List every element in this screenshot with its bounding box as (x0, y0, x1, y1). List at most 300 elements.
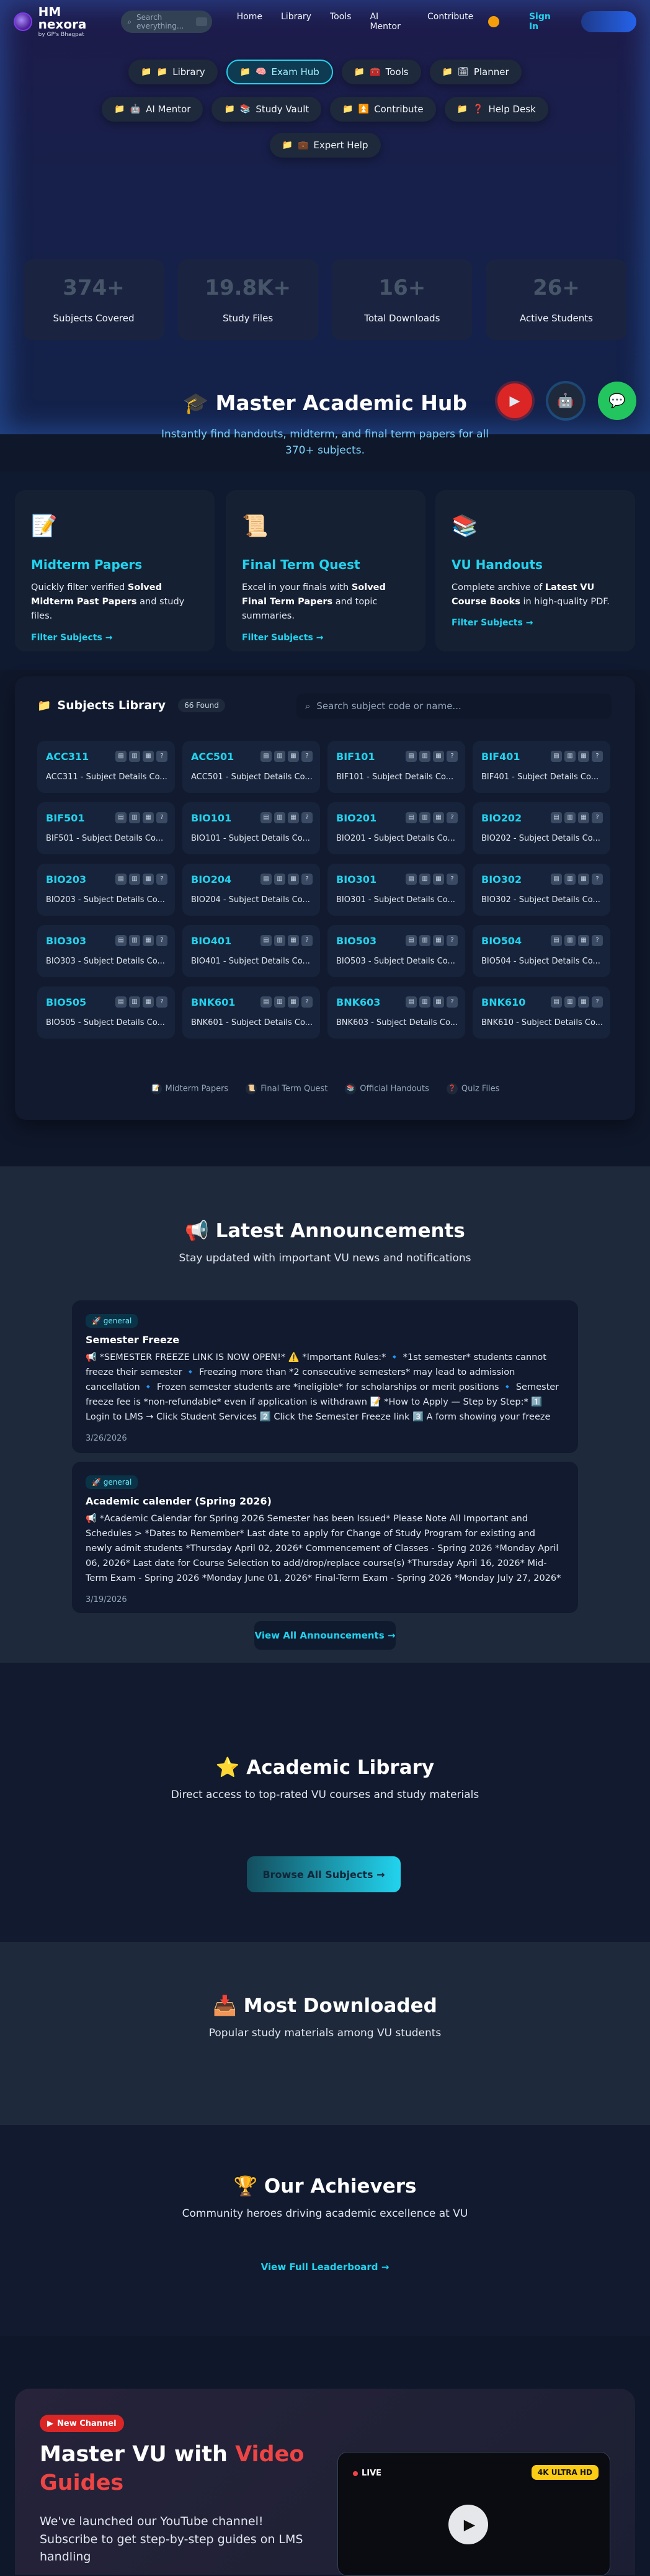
rocket-icon: 🚀 (92, 1317, 104, 1325)
sign-in-link[interactable]: Sign In (528, 12, 551, 32)
hub-subtitle: Instantly find handouts, midterm, and final term papers for all 370+ subjects. (161, 428, 489, 457)
subject-card[interactable] (473, 925, 610, 977)
subject-code: BIF101 (336, 751, 375, 763)
handout-badge-icon: ▦ (288, 996, 299, 1008)
handout-badge-icon: ▦ (433, 812, 444, 823)
most-downloaded-title: 📥 Most Downloaded (213, 1995, 437, 2017)
nav-home[interactable]: Home (236, 12, 262, 22)
brand-tagline: by GP's Bhagpat (38, 32, 84, 38)
stat-label: Total Downloads (364, 313, 440, 324)
brand-logo[interactable] (14, 6, 112, 38)
handout-badge-icon: ▦ (433, 874, 444, 885)
handout-badge-icon: ▦ (288, 874, 299, 885)
stat-card (24, 259, 164, 340)
folder-icon: 📁 (442, 67, 453, 77)
legend-final: 📜 Final Term Quest (246, 1083, 327, 1094)
inbox-icon: 📥 (213, 1995, 244, 2017)
handout-badge-icon: ▦ (578, 812, 589, 823)
quiz-badge-icon: ? (592, 935, 603, 946)
announcement-date: 3/26/2026 (86, 1433, 127, 1443)
search-icon: ⌕ (305, 700, 311, 712)
pill-ai-mentor[interactable] (102, 97, 203, 122)
quiz-badge-icon: ? (592, 812, 603, 823)
midterm-badge-icon: ▤ (115, 996, 127, 1008)
handout-badge-icon: ▦ (288, 812, 299, 823)
final-badge-icon: ▥ (274, 812, 285, 823)
youtube-fab-icon[interactable]: ▶ (497, 383, 532, 418)
subject-title: BIF101 - Subject Details Co... (336, 772, 454, 782)
folder-icon: 📁 (239, 67, 251, 77)
midterm-badge-icon: ▤ (260, 751, 272, 762)
promo-text: We've launched our YouTube channel! Subscribe to get step-by-step guides on LMS handling (40, 2515, 303, 2564)
subject-card[interactable] (327, 986, 465, 1039)
file-badges (406, 751, 458, 762)
new-channel-badge: ▶ New Channel (40, 2415, 124, 2432)
shortcut-hint (196, 17, 207, 26)
feature-card-handouts[interactable] (435, 490, 635, 651)
midterm-badge-icon: ▤ (260, 996, 272, 1008)
quiz-badge-icon: ? (447, 996, 458, 1008)
quiz-badge-icon: ? (447, 751, 458, 762)
quiz-badge-icon: ? (156, 812, 167, 823)
file-badges (406, 935, 458, 946)
youtube-promo-card (15, 2389, 635, 2575)
handout-badge-icon: ▦ (143, 874, 154, 885)
subject-card[interactable] (37, 802, 175, 854)
quick-nav-row-1 (0, 60, 650, 84)
subject-code: BIO401 (191, 935, 232, 947)
achievers-subtitle: Community heroes driving academic excellence at VU (182, 2207, 468, 2220)
most-downloaded-subtitle: Popular study materials among VU students (208, 2027, 442, 2039)
subject-card[interactable] (182, 802, 320, 854)
final-badge-icon: ▥ (129, 812, 140, 823)
midterm-badge-icon: ▤ (551, 935, 562, 946)
handout-badge-icon: ▦ (578, 874, 589, 885)
subject-title: BNK603 - Subject Details Co... (336, 1018, 458, 1027)
academic-library-title: ⭐ Academic Library (215, 1756, 435, 1779)
midterm-badge-icon: ▤ (115, 874, 127, 885)
nav-contribute[interactable]: Contribute (427, 12, 474, 22)
feature-title: VU Handouts (452, 557, 543, 572)
pill-label: Expert Help (313, 140, 368, 151)
midterm-badge-icon: ▤ (260, 935, 272, 946)
found-count-badge: 66 Found (178, 699, 225, 712)
final-badge-icon: ▥ (419, 751, 430, 762)
pill-label: AI Mentor (146, 104, 191, 115)
quiz-badge-icon: ? (301, 874, 313, 885)
quiz-badge-icon: ? (592, 874, 603, 885)
theme-toggle-icon[interactable] (488, 16, 499, 27)
folder-icon: 📁 (342, 104, 354, 114)
quality-badge: 4K ULTRA HD (532, 2465, 599, 2480)
subject-code: BIF401 (481, 751, 520, 763)
browse-all-subjects-button[interactable]: Browse All Subjects → (247, 1856, 401, 1892)
feature-card-midterm[interactable] (15, 490, 215, 651)
subject-title: BIO302 - Subject Details Co... (481, 895, 600, 905)
stat-value: 16+ (378, 275, 426, 300)
final-badge-icon: ▥ (564, 751, 576, 762)
feature-title: Midterm Papers (31, 557, 143, 572)
subject-title: BIO503 - Subject Details Co... (336, 957, 455, 966)
handout-badge-icon: ▦ (143, 996, 154, 1008)
subject-code: BIO302 (481, 874, 522, 885)
handout-badge-icon: ▦ (288, 751, 299, 762)
final-badge-icon: ▥ (274, 751, 285, 762)
stat-value: 19.8K+ (205, 275, 292, 300)
subject-code: BIO202 (481, 812, 522, 824)
live-indicator: LIVE (353, 2469, 381, 2478)
quiz-badge-icon: ? (447, 874, 458, 885)
pill-label: Exam Hub (271, 66, 319, 78)
subject-title: BIO505 - Subject Details Co... (46, 1018, 165, 1027)
midterm-badge-icon: ▤ (551, 996, 562, 1008)
stat-card (332, 259, 472, 340)
subject-card[interactable] (327, 802, 465, 854)
handout-badge-icon: ▦ (578, 996, 589, 1008)
academic-library-section (0, 1663, 650, 1942)
file-badges (551, 874, 603, 885)
quiz-badge-icon: ? (301, 812, 313, 823)
file-badges (551, 812, 603, 823)
subject-card[interactable] (473, 802, 610, 854)
subject-code: BIO503 (336, 935, 377, 947)
quiz-icon: ❓ (447, 1083, 458, 1094)
subject-code: ACC311 (46, 751, 89, 763)
quiz-badge-icon: ? (301, 935, 313, 946)
subject-title: ACC501 - Subject Details Co... (191, 772, 313, 782)
pill-label: Study Vault (256, 104, 309, 115)
subject-card[interactable] (182, 925, 320, 977)
subject-card[interactable] (473, 986, 610, 1039)
subject-card[interactable] (327, 864, 465, 916)
pill-label: Library (172, 66, 205, 78)
nav-ai-mentor[interactable]: AI Mentor (370, 12, 401, 32)
subject-code: ACC501 (191, 751, 234, 763)
search-icon: ⌕ (127, 17, 132, 26)
file-badges (260, 874, 313, 885)
stat-label: Study Files (223, 313, 274, 324)
file-badges (115, 935, 167, 946)
final-badge-icon: ▥ (564, 812, 576, 823)
quick-nav-row-2 (0, 97, 650, 122)
midterm-badge-icon: ▤ (115, 812, 127, 823)
view-all-announcements-button[interactable]: View All Announcements → (254, 1621, 396, 1650)
midterm-badge-icon: ▤ (406, 935, 417, 946)
books-icon: 📚 (239, 104, 251, 114)
announcements-title: 📢 Latest Announcements (185, 1220, 465, 1242)
subjects-library-panel (15, 676, 635, 1120)
stat-value: 26+ (533, 275, 580, 300)
subject-card[interactable] (37, 925, 175, 977)
midterm-badge-icon: ▤ (551, 812, 562, 823)
handout-badge-icon: ▦ (433, 996, 444, 1008)
final-badge-icon: ▥ (129, 751, 140, 762)
subject-code: BIO504 (481, 935, 522, 947)
file-badges (115, 751, 167, 762)
subject-card[interactable] (182, 864, 320, 916)
quiz-badge-icon: ? (447, 812, 458, 823)
folder-icon: 📁 (141, 67, 152, 77)
quiz-badge-icon: ? (156, 874, 167, 885)
midterm-badge-icon: ▤ (406, 751, 417, 762)
stat-label: Subjects Covered (53, 313, 135, 324)
final-badge-icon: ▥ (564, 996, 576, 1008)
question-icon: ❓ (473, 104, 484, 114)
books-icon: 📚 (345, 1083, 356, 1094)
file-badges (260, 751, 313, 762)
announcements-subtitle: Stay updated with important VU news and notifications (179, 1252, 471, 1264)
file-badges (551, 996, 603, 1008)
midterm-badge-icon: ▤ (551, 751, 562, 762)
midterm-badge-icon: ▤ (115, 935, 127, 946)
subject-card[interactable] (327, 741, 465, 793)
file-badges (551, 751, 603, 762)
filter-subjects-link[interactable]: Filter Subjects → (31, 632, 113, 643)
briefcase-icon: 💼 (297, 140, 309, 150)
final-badge-icon: ▥ (129, 874, 140, 885)
pill-contribute[interactable] (330, 97, 435, 122)
quiz-badge-icon: ? (301, 996, 313, 1008)
pill-planner[interactable] (430, 60, 522, 84)
subject-card[interactable] (37, 986, 175, 1039)
stat-value: 374+ (63, 275, 125, 300)
bot-fab-icon[interactable]: 🤖 (548, 383, 583, 418)
subject-card[interactable] (182, 986, 320, 1039)
filter-subjects-link[interactable]: Filter Subjects → (242, 632, 324, 643)
announcement-title: Academic calender (Spring 2026) (86, 1495, 272, 1507)
pill-library[interactable] (128, 60, 217, 84)
handout-badge-icon: ▦ (433, 751, 444, 762)
handout-badge-icon: ▦ (578, 935, 589, 946)
calendar-icon: 🗓 (458, 67, 469, 77)
subject-title: BIO303 - Subject Details Co... (46, 957, 165, 966)
folder-icon: 📁 (282, 140, 293, 150)
file-badges (115, 874, 167, 885)
library-title: Subjects Library (57, 699, 166, 712)
file-badges (115, 996, 167, 1008)
subject-title: BIO202 - Subject Details Co... (481, 834, 600, 843)
feature-card-final[interactable] (226, 490, 425, 651)
file-badges (406, 996, 458, 1008)
subject-code: BNK610 (481, 996, 526, 1008)
subject-title: BIO301 - Subject Details Co... (336, 895, 455, 905)
youtube-icon: ▶ (47, 2418, 53, 2428)
folder-icon: 📁 (456, 104, 468, 114)
quiz-badge-icon: ? (156, 935, 167, 946)
handout-badge-icon: ▦ (433, 935, 444, 946)
pill-exam-hub[interactable] (226, 60, 333, 84)
file-badges (260, 935, 313, 946)
pill-study-vault[interactable] (211, 97, 321, 122)
stat-card (178, 259, 318, 340)
subject-code: BIO101 (191, 812, 232, 824)
main-nav (237, 12, 474, 32)
file-badges (406, 874, 458, 885)
quiz-badge-icon: ? (156, 751, 167, 762)
final-badge-icon: ▥ (419, 996, 430, 1008)
subject-code: BNK601 (191, 996, 236, 1008)
midterm-badge-icon: ▤ (551, 874, 562, 885)
folder-icon: 📁 (114, 104, 125, 114)
announcement-body: 📢 *SEMESTER FREEZE LINK IS NOW OPEN!* ⚠️ *Important Rules:* 🔹 *1st semester* students cannot freeze their semester 🔹 Freezing more than *2 consecutive semesters* may lead to admission cancellation 🔹 Frozen semester students are *ineligible* for scholarships or merit positions 🔹 Semester freeze fee is *non-refundable* even if application is withdrawn 📝 *How to Apply — Step by Step:* 1️⃣ Login to LMS → Click Student Services 2️⃣ Click the Semester Freeze link 3️⃣ A form showing your freeze (86, 1353, 559, 1422)
upload-icon: ⏫ (358, 104, 370, 114)
subject-card[interactable] (473, 864, 610, 916)
subject-title: BIO204 - Subject Details Co... (191, 895, 310, 905)
subject-code: BIF501 (46, 812, 85, 824)
midterm-badge-icon: ▤ (406, 812, 417, 823)
final-badge-icon: ▥ (419, 812, 430, 823)
achievers-title: 🏆 Our Achievers (233, 2175, 417, 2198)
quiz-badge-icon: ? (301, 751, 313, 762)
rocket-icon: 🚀 (92, 1478, 104, 1487)
star-icon: ⭐ (215, 1756, 247, 1779)
midterm-badge-icon: ▤ (260, 874, 272, 885)
academic-library-subtitle: Direct access to top-rated VU courses and study materials (171, 1789, 479, 1801)
brain-icon: 🧠 (256, 67, 267, 77)
pill-label: Planner (473, 66, 509, 78)
file-badges (115, 812, 167, 823)
filter-subjects-link[interactable]: Filter Subjects → (452, 618, 533, 628)
announcement-body: 📢 *Academic Calendar for Spring 2026 Semester has been Issued* Please Note All Important and Schedules > *Dates to Remember* Last date to apply for Change of Study Program for existing and newly admit students *Thursday April 02, 2026* Commencement of Classes - Spring 2026 *Monday April 06, 2026* Last date for Course Selection to add/drop/replace course(s) *Thursday April 16, 2026* Mid-Term Exam - Spring 2026 *Monday June 01, 2026* Final-Term Exam - Spring 2026 *Monday July 27, 2026* (86, 1514, 561, 1583)
folder-icon: 📁 (37, 699, 51, 712)
pill-tools[interactable] (342, 60, 421, 84)
stat-card (486, 259, 626, 340)
subject-title: BIO101 - Subject Details Co... (191, 834, 310, 843)
final-badge-icon: ▥ (129, 996, 140, 1008)
subject-title: BNK601 - Subject Details Co... (191, 1018, 313, 1027)
legend-quiz: ❓ Quiz Files (447, 1083, 500, 1094)
announcement-title: Semester Freeze (86, 1334, 180, 1346)
scroll-icon: 📜 (246, 1083, 257, 1094)
legend-handouts: 📚 Official Handouts (345, 1083, 429, 1094)
quiz-badge-icon: ? (592, 996, 603, 1008)
final-badge-icon: ▥ (274, 996, 285, 1008)
megaphone-icon: 📢 (185, 1220, 216, 1242)
pill-expert-help[interactable] (270, 133, 381, 158)
logo-mark-icon (14, 12, 32, 31)
subject-title: BIO504 - Subject Details Co... (481, 957, 600, 966)
subject-search-input[interactable] (296, 694, 612, 718)
video-preview[interactable] (337, 2452, 610, 2576)
handout-badge-icon: ▦ (143, 751, 154, 762)
final-badge-icon: ▥ (419, 874, 430, 885)
subject-title: BNK610 - Subject Details Co... (481, 1018, 603, 1027)
view-leaderboard-link[interactable]: View Full Leaderboard → (260, 2261, 390, 2273)
announcement-card[interactable] (72, 1462, 578, 1613)
subject-card[interactable] (182, 741, 320, 793)
file-badges (406, 812, 458, 823)
pill-label: Contribute (374, 104, 424, 115)
midterm-badge-icon: ▤ (260, 812, 272, 823)
nav-tools[interactable]: Tools (329, 12, 352, 22)
subject-code: BIO204 (191, 874, 232, 885)
subject-card[interactable] (37, 864, 175, 916)
folder-icon: 📁 (224, 104, 235, 114)
global-search-input[interactable] (121, 11, 211, 33)
hub-title-text: Master Academic Hub (215, 391, 468, 415)
toolbox-icon: 🧰 (370, 67, 381, 77)
quick-nav-row-3 (0, 133, 650, 158)
subject-title: BIF401 - Subject Details Co... (481, 772, 599, 782)
stat-label: Active Students (519, 313, 593, 324)
feature-desc: Quickly filter verified Solved Midterm Past Papers and study files. (31, 583, 185, 622)
quiz-badge-icon: ? (592, 751, 603, 762)
final-badge-icon: ▥ (564, 935, 576, 946)
books-icon: 📚 (452, 514, 478, 539)
midterm-badge-icon: ▤ (406, 996, 417, 1008)
final-badge-icon: ▥ (274, 874, 285, 885)
top-navbar (0, 0, 650, 43)
handout-badge-icon: ▦ (143, 812, 154, 823)
final-badge-icon: ▥ (274, 935, 285, 946)
final-badge-icon: ▥ (419, 935, 430, 946)
subject-code: BIO505 (46, 996, 87, 1008)
chat-fab-icon[interactable]: 💬 (598, 382, 636, 420)
subject-code: BIO201 (336, 812, 377, 824)
subject-code: BIO203 (46, 874, 87, 885)
category-badge: 🚀 general (86, 1475, 138, 1489)
subject-card[interactable] (473, 741, 610, 793)
feature-desc: Excel in your finals with Solved Final Term Papers and topic summaries. (242, 583, 386, 622)
search-placeholder: Search everything... (136, 12, 184, 30)
folder-icon: 📁 (156, 67, 168, 77)
subject-card[interactable] (327, 925, 465, 977)
subject-card[interactable] (37, 741, 175, 793)
announcement-card[interactable] (72, 1300, 578, 1453)
midterm-badge-icon: ▤ (115, 751, 127, 762)
subject-title: BIO201 - Subject Details Co... (336, 834, 455, 843)
handout-badge-icon: ▦ (578, 751, 589, 762)
achievers-section (0, 2125, 650, 2336)
midterm-badge-icon: ▤ (406, 874, 417, 885)
nav-library[interactable]: Library (281, 12, 311, 22)
file-badges (551, 935, 603, 946)
feature-desc: Complete archive of Latest VU Course Books in high-quality PDF. (452, 583, 610, 607)
file-badges (260, 996, 313, 1008)
subject-title: ACC311 - Subject Details Co... (46, 772, 167, 782)
subject-title: BIO401 - Subject Details Co... (191, 957, 310, 966)
file-type-legend (15, 1083, 635, 1094)
subject-code: BIO303 (46, 935, 87, 947)
file-badges (260, 812, 313, 823)
subject-code: BIO301 (336, 874, 377, 885)
folder-icon: 📁 (354, 67, 365, 77)
subject-search-placeholder: Search subject code or name... (316, 700, 461, 712)
graduation-cap-icon: 🎓 (182, 391, 216, 415)
play-button[interactable] (448, 2505, 488, 2544)
trophy-icon: 🏆 (233, 2175, 264, 2198)
quiz-badge-icon: ? (447, 935, 458, 946)
final-badge-icon: ▥ (129, 935, 140, 946)
brand-name: HM nexora (38, 4, 87, 32)
final-badge-icon: ▥ (564, 874, 576, 885)
memo-icon: 📝 (151, 1083, 162, 1094)
robot-icon: 🤖 (130, 104, 141, 114)
sign-up-button[interactable] (581, 11, 636, 32)
announcement-date: 3/19/2026 (86, 1594, 127, 1604)
handout-badge-icon: ▦ (143, 935, 154, 946)
category-badge: 🚀 general (86, 1314, 138, 1328)
quiz-badge-icon: ? (156, 996, 167, 1008)
subject-title: BIO203 - Subject Details Co... (46, 895, 165, 905)
feature-title: Final Term Quest (242, 557, 360, 572)
legend-midterm: 📝 Midterm Papers (151, 1083, 229, 1094)
promo-title: Master VU with Video Guides (40, 2442, 305, 2495)
scroll-icon: 📜 (242, 514, 269, 539)
pill-help-desk[interactable] (445, 97, 548, 122)
pill-label: Tools (385, 66, 409, 78)
handout-badge-icon: ▦ (288, 935, 299, 946)
